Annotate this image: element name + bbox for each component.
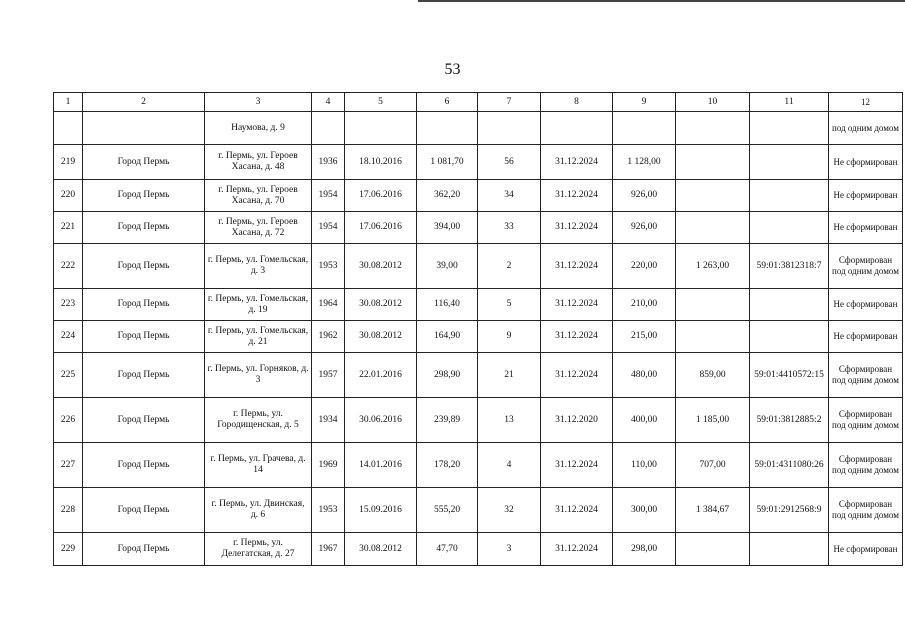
table-cell-col-12: Не сформирован — [829, 289, 903, 321]
table-row — [54, 289, 903, 321]
table-cell-col-10 — [676, 533, 750, 566]
table-cell-col-10 — [676, 180, 750, 212]
table-cell-col-8: 31.12.2024 — [541, 533, 613, 566]
table-row — [54, 488, 903, 533]
table-cell-col-11 — [750, 289, 829, 321]
table-cell-col-4: 1954 — [312, 180, 345, 212]
table-cell-col-6: 39,00 — [417, 244, 478, 289]
table-cell-col-2: Город Пермь — [83, 398, 205, 443]
table-cell-col-1: 219 — [54, 145, 83, 180]
table-cell-col-9 — [613, 112, 676, 145]
table-cell-col-9: 1 128,00 — [613, 145, 676, 180]
registry-table — [53, 92, 903, 566]
table-cell-col-4: 1964 — [312, 289, 345, 321]
table-cell-col-1: 222 — [54, 244, 83, 289]
table-cell-col-10 — [676, 321, 750, 353]
table-cell-col-2: Город Пермь — [83, 180, 205, 212]
table-cell-col-9: 110,00 — [613, 443, 676, 488]
table-cell-col-12: Сформирован под одним домом — [829, 244, 903, 289]
table-cell-col-3: г. Пермь, ул. Делегатская, д. 27 — [205, 533, 312, 566]
table-cell-col-10 — [676, 145, 750, 180]
table-cell-col-5: 30.08.2012 — [345, 244, 417, 289]
table-cell-col-9: 926,00 — [613, 212, 676, 244]
table-cell-col-6: 47,70 — [417, 533, 478, 566]
table-cell-col-9: 400,00 — [613, 398, 676, 443]
table-cell-col-1: 229 — [54, 533, 83, 566]
table-cell-col-5: 17.06.2016 — [345, 180, 417, 212]
table-cell-col-11: 59:01:3812318:7 — [750, 244, 829, 289]
table-cell-col-3: г. Пермь, ул. Героев Хасана, д. 48 — [205, 145, 312, 180]
table-cell-col-2: Город Пермь — [83, 353, 205, 398]
table-cell-col-2: Город Пермь — [83, 443, 205, 488]
table-cell-col-3: г. Пермь, ул. Двинская, д. 6 — [205, 488, 312, 533]
table-cell-col-12: Не сформирован — [829, 533, 903, 566]
table-cell-col-12: Сформирован под одним домом — [829, 398, 903, 443]
table-cell-col-3: г. Пермь, ул. Героев Хасана, д. 72 — [205, 212, 312, 244]
table-cell-col-9: 300,00 — [613, 488, 676, 533]
table-cell-col-1: 225 — [54, 353, 83, 398]
table-cell-col-3: г. Пермь, ул. Героев Хасана, д. 70 — [205, 180, 312, 212]
header-cell-4: 4 — [312, 93, 345, 112]
table-cell-col-3: г. Пермь, ул. Гомельская, д. 19 — [205, 289, 312, 321]
table-cell-col-7: 21 — [478, 353, 541, 398]
table-cell-col-7: 32 — [478, 488, 541, 533]
header-cell-12: 12 — [829, 93, 903, 112]
table-cell-col-5: 30.08.2012 — [345, 289, 417, 321]
table-cell-col-8: 31.12.2024 — [541, 353, 613, 398]
table-cell-col-7: 5 — [478, 289, 541, 321]
table-cell-col-6: 1 081,70 — [417, 145, 478, 180]
table-cell-col-8: 31.12.2024 — [541, 488, 613, 533]
table-cell-col-6: 394,00 — [417, 212, 478, 244]
table-cell-col-8: 31.12.2024 — [541, 212, 613, 244]
table-cell-col-5: 18.10.2016 — [345, 145, 417, 180]
table-cell-col-5 — [345, 112, 417, 145]
table-cell-col-11: 59:01:2912568:9 — [750, 488, 829, 533]
table-cell-col-4: 1953 — [312, 488, 345, 533]
table-cell-col-3: г. Пермь, ул. Горняков, д. 3 — [205, 353, 312, 398]
table-cell-col-1: 221 — [54, 212, 83, 244]
table-cell-col-8: 31.12.2024 — [541, 321, 613, 353]
header-cell-7: 7 — [478, 93, 541, 112]
table-cell-col-1: 224 — [54, 321, 83, 353]
page-number: 53 — [444, 61, 461, 78]
table-row — [54, 145, 903, 180]
table-cell-col-9: 926,00 — [613, 180, 676, 212]
table-cell-col-5: 17.06.2016 — [345, 212, 417, 244]
table-cell-col-6: 239,89 — [417, 398, 478, 443]
table-cell-col-12: Не сформирован — [829, 180, 903, 212]
table-cell-col-9: 480,00 — [613, 353, 676, 398]
table-row — [54, 180, 903, 212]
table-cell-col-4: 1957 — [312, 353, 345, 398]
header-cell-2: 2 — [83, 93, 205, 112]
table-cell-col-12: Сформирован под одним домом — [829, 353, 903, 398]
table-cell-col-2: Город Пермь — [83, 533, 205, 566]
table-cell-col-12: Не сформирован — [829, 212, 903, 244]
header-cell-11: 11 — [750, 93, 829, 112]
table-cell-col-2: Город Пермь — [83, 244, 205, 289]
table-cell-col-9: 210,00 — [613, 289, 676, 321]
table-cell-col-10: 707,00 — [676, 443, 750, 488]
table-cell-col-6: 178,20 — [417, 443, 478, 488]
table-cell-col-11 — [750, 145, 829, 180]
table-cell-col-4: 1962 — [312, 321, 345, 353]
table-cell-col-6: 362,20 — [417, 180, 478, 212]
table-body — [54, 93, 903, 566]
table-cell-col-2: Город Пермь — [83, 145, 205, 180]
table-cell-col-4: 1967 — [312, 533, 345, 566]
table-cell-col-12: под одним домом — [829, 112, 903, 145]
table-cell-col-6: 116,40 — [417, 289, 478, 321]
table-cell-col-7: 3 — [478, 533, 541, 566]
table-cell-col-2 — [83, 112, 205, 145]
table-cell-col-6: 298,90 — [417, 353, 478, 398]
table-cell-col-11: 59:01:3812885:2 — [750, 398, 829, 443]
table-cell-col-12: Не сформирован — [829, 145, 903, 180]
header-cell-6: 6 — [417, 93, 478, 112]
table-cell-col-5: 30.08.2012 — [345, 321, 417, 353]
table-row — [54, 533, 903, 566]
table-cell-col-1: 223 — [54, 289, 83, 321]
table-cell-col-7: 9 — [478, 321, 541, 353]
table-cell-col-8: 31.12.2024 — [541, 244, 613, 289]
table-row-continuation — [54, 112, 903, 145]
table-row — [54, 212, 903, 244]
table-cell-col-4: 1969 — [312, 443, 345, 488]
table-cell-col-11 — [750, 321, 829, 353]
table-cell-col-5: 14.01.2016 — [345, 443, 417, 488]
table-cell-col-7 — [478, 112, 541, 145]
table-cell-col-2: Город Пермь — [83, 289, 205, 321]
table-cell-col-9: 215,00 — [613, 321, 676, 353]
header-cell-3: 3 — [205, 93, 312, 112]
table-cell-col-1: 228 — [54, 488, 83, 533]
table-cell-col-6: 164,90 — [417, 321, 478, 353]
header-cell-1: 1 — [54, 93, 83, 112]
table-cell-col-7: 2 — [478, 244, 541, 289]
header-row — [54, 93, 903, 112]
table-cell-col-11 — [750, 533, 829, 566]
table-cell-col-1: 227 — [54, 443, 83, 488]
table-cell-col-5: 30.08.2012 — [345, 533, 417, 566]
table-cell-col-12: Не сформирован — [829, 321, 903, 353]
table-cell-col-8: 31.12.2020 — [541, 398, 613, 443]
top-rule — [418, 0, 905, 2]
table-cell-col-11 — [750, 112, 829, 145]
table-cell-col-11 — [750, 180, 829, 212]
table-cell-col-10: 1 185,00 — [676, 398, 750, 443]
table-row — [54, 353, 903, 398]
table-cell-col-8: 31.12.2024 — [541, 145, 613, 180]
table-cell-col-7: 34 — [478, 180, 541, 212]
table-cell-col-1: 226 — [54, 398, 83, 443]
table-cell-col-2: Город Пермь — [83, 488, 205, 533]
table-cell-col-6: 555,20 — [417, 488, 478, 533]
table-cell-col-4: 1934 — [312, 398, 345, 443]
table-cell-col-3: г. Пермь, ул. Гомельская, д. 3 — [205, 244, 312, 289]
header-cell-5: 5 — [345, 93, 417, 112]
table-cell-col-10 — [676, 289, 750, 321]
table-cell-col-10: 859,00 — [676, 353, 750, 398]
table-cell-col-8: 31.12.2024 — [541, 180, 613, 212]
table-cell-col-8 — [541, 112, 613, 145]
table-row — [54, 321, 903, 353]
table-cell-col-4: 1954 — [312, 212, 345, 244]
table-cell-col-3: г. Пермь, ул. Грачева, д. 14 — [205, 443, 312, 488]
table-cell-col-7: 4 — [478, 443, 541, 488]
table-cell-col-7: 56 — [478, 145, 541, 180]
table-cell-col-4: 1953 — [312, 244, 345, 289]
table-cell-col-7: 13 — [478, 398, 541, 443]
table-cell-col-10: 1 263,00 — [676, 244, 750, 289]
table-cell-col-11 — [750, 212, 829, 244]
table-cell-col-2: Город Пермь — [83, 212, 205, 244]
table-cell-col-3: г. Пермь, ул. Городищенская, д. 5 — [205, 398, 312, 443]
table-row — [54, 443, 903, 488]
table-cell-col-10: 1 384,67 — [676, 488, 750, 533]
table-cell-col-1 — [54, 112, 83, 145]
table-cell-col-1: 220 — [54, 180, 83, 212]
table-cell-col-8: 31.12.2024 — [541, 443, 613, 488]
table-cell-col-5: 15.09.2016 — [345, 488, 417, 533]
table-cell-col-12: Сформирован под одним домом — [829, 488, 903, 533]
table-row — [54, 244, 903, 289]
table-cell-col-10 — [676, 112, 750, 145]
table-cell-col-3: Наумова, д. 9 — [205, 112, 312, 145]
table-cell-col-12: Сформирован под одним домом — [829, 443, 903, 488]
table-cell-col-8: 31.12.2024 — [541, 289, 613, 321]
table-cell-col-5: 22.01.2016 — [345, 353, 417, 398]
table-cell-col-7: 33 — [478, 212, 541, 244]
table-cell-col-9: 220,00 — [613, 244, 676, 289]
header-cell-10: 10 — [676, 93, 750, 112]
table-cell-col-11: 59:01:4311080:26 — [750, 443, 829, 488]
table-row — [54, 398, 903, 443]
table-cell-col-5: 30.06.2016 — [345, 398, 417, 443]
table-cell-col-2: Город Пермь — [83, 321, 205, 353]
table-cell-col-10 — [676, 212, 750, 244]
table-cell-col-4 — [312, 112, 345, 145]
table-cell-col-9: 298,00 — [613, 533, 676, 566]
table-cell-col-3: г. Пермь, ул. Гомельская, д. 21 — [205, 321, 312, 353]
table-cell-col-6 — [417, 112, 478, 145]
header-cell-9: 9 — [613, 93, 676, 112]
header-cell-8: 8 — [541, 93, 613, 112]
table-cell-col-4: 1936 — [312, 145, 345, 180]
table-cell-col-11: 59:01:4410572:15 — [750, 353, 829, 398]
